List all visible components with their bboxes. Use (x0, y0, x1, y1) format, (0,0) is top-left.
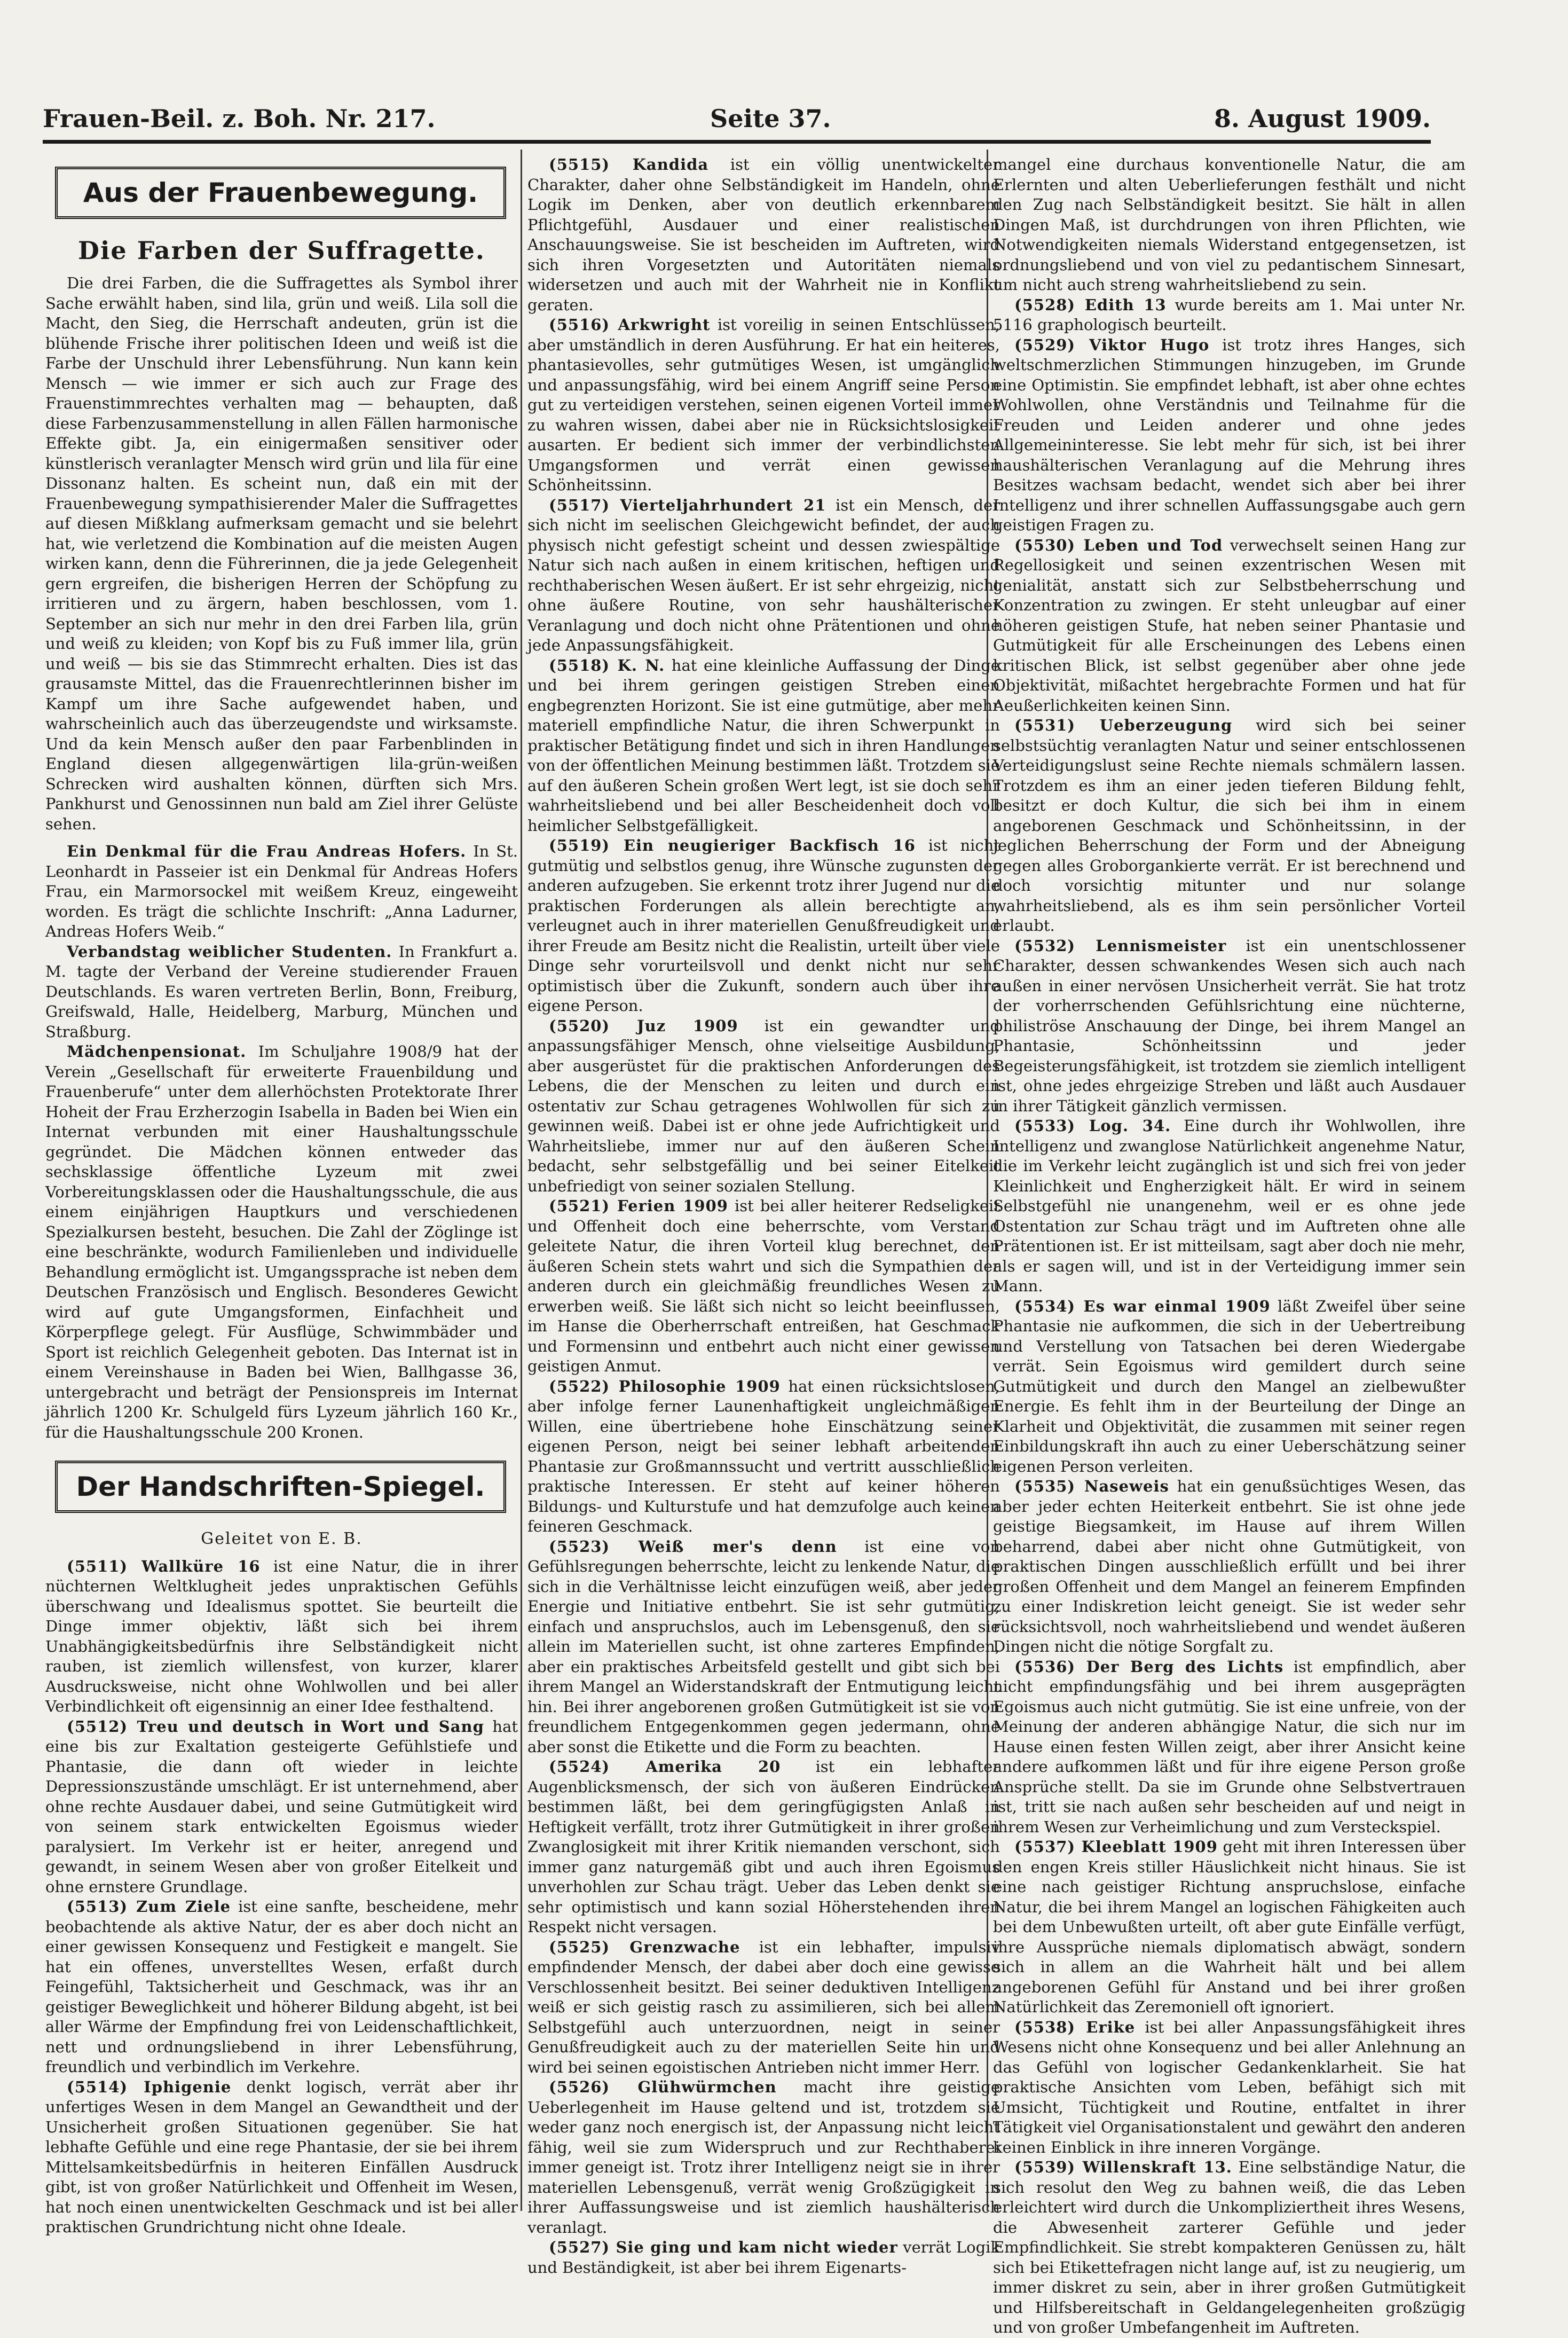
entry-label: (5535) Naseweis (1014, 1477, 1169, 1495)
entry-text: ist ein unentschlossener Charakter, dessen schwankendes Wesen sich auch nach außen in einer nervösen Unsicherheit verrät. Sie hat trotz der vorherrschenden Gefühlsrichtung eine nüchterne, philiströse Anschauung der Dinge, bei ihrem Mangel an Phantasie, Schönheitssinn und jeder Begeisterungsfähigkeit, ist trotzdem sie ziemlich intelligent ist, ohne jedes ehrgeizige Streben und läßt auch Ausdauer in ihrer Tätigkeit gänzlich vermissen. (993, 936, 1465, 1115)
entry-label: (5512) Treu und deutsch in Wort und Sang (67, 1717, 484, 1736)
entry-text: Eine selbständige Natur, die sich resolut den Weg zu bahnen weiß, die das Leben erleichtert wird durch die Unkompliziertheit ihres Wesens, die Abwesenheit zarterer Gefühle und jeder Empfindlichkeit. Sie strebt kompakteren Genüssen zu, hält sich bei Etikettefragen nicht lange auf, ist zu neugierig, um immer diskret zu sein, aber in ihrer großen Gutmütigkeit und Hilfsbereitschaft in Geldangelegenheiten großzügig und von großer Umbefangenheit im Auftreten. (993, 2158, 1465, 2336)
entry-label: (5516) Arkwright (549, 316, 711, 334)
entry-label: (5533) Log. 34. (1014, 1117, 1171, 1135)
entry-text: ist ein völlig unentwickelter Charakter, daher ohne Selbständigkeit im Handeln, ohne Logik im Denken, aber von deutlich erkennbarem Pflichtgefühl, Ausdauer und einer realistischen Anschauungsweise. Sie ist bescheiden im Auftreten, wird sich ihren Vorgesetzten und Autoritäten niemals widersetzen und auch mit der Wahrheit nie in Konflikt geraten. (527, 155, 1000, 314)
entry-text: läßt Zweifel über seine Phantasie nie aufkommen, die sich in der Uebertreibung und Verstellung von Tatsachen bei deren Wiedergabe verrät. Sein Egoismus wird gemildert durch seine Gutmütigkeit und durch den Mangel an zielbewußter Energie. Es fehlt ihm in der Beurteilung der Dinge an Klarheit und Objektivität, die zusammen mit seiner regen Einbildungskraft ihn auch zu einer Ueberschätzung seiner eigenen Person verleiten. (993, 1297, 1466, 1476)
entry-label: (5511) Wallküre 16 (67, 1557, 261, 1575)
entry-text: ist ein Mensch, der sich nicht im seelischen Gleichgewicht befindet, der auch physisch nicht gefestigt scheint und dessen zwiespältige Natur sich nach außen in einem kritischen, heftigen und rechthaberischen Wesen äußert. Er ist sehr ehrgeizig, nicht ohne äußere Routine, von sehr haushälterischer Veranlagung und doch nicht ohne Prätentionen und ohne jede Anpassungsfähigkeit. (527, 496, 1000, 654)
entry-label: (5530) Leben und Tod (1014, 536, 1223, 554)
entry-text: geht mit ihren Interessen über den engen Kreis stiller Häuslichkeit nicht hinaus. Sie ist eine nach geistiger Richtung anspruchslose, einfache Natur, die bei ihrem Mangel an logischen Fähigkeiten auch bei dem Unbewußten urteilt, oft aber gute Einfälle verfügt, ihre Aussprüche niemals diplomatisch abwägt, sondern sich in allem an die Wahrheit hält und bei allem angeborenen Gefühl für Anstand und bei ihrer großen Natürlichkeit das Zeremoniell oft ignoriert. (993, 1838, 1466, 2016)
entry-label: (5517) Vierteljahrhundert 21 (549, 496, 826, 514)
article-title: Die Farben der Suffragette. (78, 236, 485, 265)
entry-text: ist eine Natur, die in ihrer nüchternen Weltklugheit jedes unpraktischen Gefühls überschwang und Idealismus spottet. Sie beurteilt die Dinge immer objektiv, läßt sich bei ihrem Unabhängigkeitsbedürfnis ihre Selbständigkeit nicht rauben, ist ziemlich willensfest, von kurzer, klarer Ausdrucksweise, nicht ohne Wohlwollen und bei aller Verbindlichkeit oft eigensinnig an einer Idee festhaltend. (45, 1557, 518, 1715)
entry-label: (5523) Weiß mer's denn (549, 1537, 837, 1556)
entry-label: (5536) Der Berg des Lichts (1014, 1657, 1284, 1676)
column-1 (45, 155, 518, 2236)
article-body: Die drei Farben, die die Suffragettes als Symbol ihrer Sache erwählt haben, sind lila, grün und weiß. Lila soll die Macht, den Sieg, die Herrschaft andeuten, grün ist die blühende Frische ihrer politischen Ideen und weiß ist die Farbe der Unschuld ihrer Lebensführung. Nun kann kein Mensch — wie immer er sich auch zur Frage des Frauenstimmrechtes verhalten mag — behaupten, daß diese Farbenzusammenstellung in allen Fällen harmonische Effekte gibt. Ja, ein einigermaßen sensitiver oder künstlerisch veranlagter Mensch wird grün und lila für eine Dissonanz halten. Es scheint nun, daß ein mit der Frauenbewegung sympathisierender Maler die Suffragettes auf diesen Mißklang aufmerksam gemacht und sie belehrt hat, wie verletzend die Kombination auf die meisten Augen wirken kann, denn die Führerinnen, die ja jede Gelegenheit gern ergreifen, die bisherigen Herren der Schöpfung zu irritieren und zu ärgern, haben beschlossen, vom 1. September an sich nur mehr in den drei Farben lila, grün und weiß zu kleiden; von Kopf bis zu Fuß immer lila, grün und weiß — bis sie das Stimmrecht erhalten. Dies ist das grausamste Mittel, das die Frauenrechtlerinnen bisher im Kampf um ihre Sache aufgewendet haben, und wahrscheinlich auch das überzeugendste und wirksamste. Und da kein Mensch außer den paar Farbenblinden in England diesen allgegenwärtigen lila-grün-weißen Schrecken wird aushalten können, dürften sich Mrs. Pankhurst und Genossinnen nun bald am Ziel ihrer Gelüste sehen. (45, 274, 518, 833)
entry-label: (5538) Erike (1014, 2018, 1136, 2036)
entry-text: ist eine von Gefühlsregungen beherrschte, leicht zu lenkende Natur, die sich in die Verhältnisse leicht einzufügen weiß, aber jeder Energie und Initiative entbehrt. Sie ist sehr gutmütig, einfach und anspruchslos, auch im Lebensgenuß, den sie allein im Materiellen sucht, ist ohne zarteres Empfinden, aber ein praktisches Arbeitsfeld gestellt und gibt sich bei ihrem Mangel an Widerstandskraft der Entmutigung leicht hin. Bei ihrer angeborenen großen Gutmütigkeit ist sie von freundlichem Entgegenkommen gegen jedermann, ohne aber sonst die Etikette und die Form zu beachten. (527, 1537, 1000, 1756)
entry-text: hat ein genußsüchtiges Wesen, das aber jeder echten Heiterkeit entbehrt. Sie ist ohne jede geistige Biegsamkeit, im Hause auf ihrem Willen beharrend, dabei aber nicht ohne Gutmütigkeit, von praktischen Dingen ausschließlich erfüllt und bei ihrer großen Offenheit und dem Mangel an feinerem Empfinden zu einer Indiskretion leicht geneigt. Sie ist weder sehr rücksichtsvoll, noch wahrheitsliebend und wendet äußeren Dingen nicht die nötige Sorgfalt zu. (993, 1477, 1466, 1656)
section-box-frauenbewegung: Aus der Frauenbewegung. (55, 167, 506, 219)
article-title: Mädchenpensionat. (67, 1042, 247, 1061)
entry-label: (5513) Zum Ziele (67, 1897, 231, 1916)
entry-text: denkt logisch, verrät aber ihr unfertiges Wesen in dem Mangel an Gewandtheit und der Unsicherheit großen Situationen gegenüber. Sie hat lebhafte Gefühle und eine rege Phantasie, der sie bei ihrem Mittelsamkeitsbedürfnis in heiteren Einfällen Ausdruck gibt, ist von großer Natürlichkeit und Offenheit im Wesen, hat noch einen unentwickelten Geschmack und ist bei aller praktischen Grundrichtung nicht ohne Ideale. (45, 2077, 518, 2236)
entry-text: ist eine sanfte, bescheidene, mehr beobachtende als aktive Natur, der es aber doch nicht an einer gewissen Konsequenz und Festigkeit e mangelt. Sie hat ein offenes, unverstelltes Wesen, erfaßt durch Feingefühl, Taktsicherheit und Geschmack, was ihr an geistiger Beweglichkeit und höherer Bildung abgeht, ist bei aller Wärme der Empfindung frei von Leidenschaftlichkeit, nett und ordnungsliebend in ihrer Lebensführung, freundlich und verbindlich im Verkehre. (45, 1897, 518, 2076)
article-body: Im Schuljahre 1908/9 hat der Verein „Gesellschaft für erweiterte Frauenbildung und Frauenberufe“ unter dem allerhöchsten Protektorate Ihrer Hoheit der Frau Erzherzogin Isabella in Baden bei Wien ein Internat verbunden mit einer Haushaltungsschule gegründet. Die Mädchen können entweder das sechsklassige öffentliche Lyzeum mit zwei Vorbereitungsklassen oder die Haushaltungsschule, die aus einem einjährigen Hauptkurs und verschiedenen Spezialkursen besteht, besuchen. Die Zahl der Zöglinge ist eine beschränkte, wodurch Familienleben und individuelle Behandlung ermöglicht ist. Umgangssprache ist neben dem Deutschen Französisch und Englisch. Besonderes Gewicht wird auf gute Umgangsformen, Einfachheit und Körperpflege gelegt. Für Ausflüge, Schwimmbäder und Sport ist reichlich Gelegenheit geboten. Das Internat ist in einem Vereinshause in Baden bei Wien, Ballhgasse 36, untergebracht und beträgt der Pensionspreis im Internat jährlich 1200 Kr. Schulgeld fürs Lyzeum jährlich 160 Kr., für die Haushaltungsschule 200 Kronen. (45, 1042, 518, 1441)
entry-text: wurde bereits am 1. Mai unter Nr. 5116 graphologisch beurteilt. (993, 295, 1465, 334)
column-2 (527, 155, 1000, 2277)
entry-label: (5519) Ein neugieriger Backfisch 16 (549, 836, 916, 854)
entry-label: (5524) Amerika 20 (549, 1758, 781, 1776)
entry-label: (5529) Viktor Hugo (1014, 335, 1210, 354)
entry-text: verrät Logik und Beständigkeit, ist aber bei ihrem Eigenarts- (527, 2238, 1000, 2277)
section-box-handschriften: Der Handschriften-Spiegel. (55, 1461, 506, 1513)
entry-text: ist bei aller heiterer Redseligkeit und Offenheit doch eine beherrschte, vom Verstand geleitete Natur, die ihren Vorteil klug berechnet, den äußeren Schein stets wahrt und sich die Sympathien der anderen durch ein gleichmäßig freundliches Wesen zu erwerben weiß. Sie läßt sich nicht so leicht beeinflussen, im Hanse die Oberherrschaft entreißen, hat Geschmack und Formensinn und entbehrt auch nicht einer gewissen geistigen Anmut. (527, 1197, 1000, 1375)
entry-label: (5528) Edith 13 (1014, 295, 1167, 314)
continued-text: mangel eine durchaus konventionelle Natur, die am Erlernten und alten Ueberlieferungen festhält und nicht den Zug nach Selbständigkeit besitzt. Sie hält in allen Dingen Maß, ist durchdrungen von ihren Pflichten, wie Notwendigkeiten niemals Widerstand entgegensetzen, ist ordnungsliebend und von viel zu pedantischem Sinnesart, um nicht auch streng wahrheitsliebend zu sein. (993, 155, 1465, 294)
article-title: Ein Denkmal für die Frau Andreas Hofers. (67, 842, 467, 860)
entry-label: (5531) Ueberzeugung (1014, 716, 1233, 734)
header-rule (43, 140, 1431, 144)
article-body: In St. Leonhardt in Passeier ist ein Denkmal für Andreas Hofers Frau, ein Marmorsockel mit weißem Kreuz, eingeweiht worden. Es trägt die schlichte Inschrift: „Anna Ladurner, Andreas Hofers Weib.“ (45, 842, 518, 940)
column-3 (993, 155, 1466, 2336)
entry-label: (5526) Glühwürmchen (549, 2078, 777, 2096)
entry-text: ist trotz ihres Hanges, sich weltschmerzlichen Stimmungen hinzugeben, im Grunde eine Optimistin. Sie empfindet lebhaft, ist aber ohne echtes Wohlwollen, ohne Verständnis und Teilnahme für die Freuden und Leiden anderer und ohne jedes Allgemeininteresse. Sie lebt mehr für sich, ist bei ihrer haushälterischen Veranlagung auf die Mehrung ihres Besitzes wachsam bedacht, wendet sich aber bei ihrer Intelligenz und ihrer schnellen Auffassungsgabe auch gern geistigen Fragen zu. (993, 335, 1465, 534)
entry-text: ist voreilig in seinen Entschlüssen, aber umständlich in deren Ausführung. Er hat ein heiteres, phantasievolles, sehr gutmütiges Wesen, ist umgänglich und anpassungsfähig, wird bei einem Angriff seine Person gut zu verteidigen verstehen, seinen eigenen Vorteil immer zu wahren wissen, dabei aber nie in Rücksichtslosigkeit ausarten. Er bedient sich immer der verbindlichsten Umgangsformen und verrät einen gewissen Schönheitssinn. (527, 316, 1000, 494)
entry-text: Eine durch ihr Wohlwollen, ihre Intelligenz und zwanglose Natürlichkeit angenehme Natur, die im Verkehr leicht zugänglich ist und sich frei von jeder Kleinlichkeit und Engherzigkeit hält. Er wird in seinem Selbstgefühl nie unangenehm, weil er es ohne jede Ostentation zur Schau trägt und im Auftreten ohne alle Prätentionen ist. Er ist mitteilsam, sagt aber doch nie mehr, als er sagen will, und ist in der Verteidigung immer sein Mann. (993, 1117, 1465, 1295)
column-divider (521, 150, 522, 2211)
article-title: Verbandstag weiblicher Studenten. (67, 942, 392, 961)
entry-text: ist ein gewandter und anpassungsfähiger Mensch, ohne vielseitige Ausbildung, aber ausgerüstet für die praktischen Anforderungen des Lebens, die der Menschen zu leiten und durch ein ostentativ zur Schau getragenes Wohlwollen für sich zu gewinnen weiß. Dabei ist er ohne jede Aufrichtigkeit und Wahrheitsliebe, immer nur auf den äußeren Schein bedacht, sehr selbstgefällig und bei seiner Eitelkeit unbefriedigt von seiner sozialen Stellung. (527, 1016, 1000, 1195)
entry-text: ist nicht gutmütig und selbstlos genug, ihre Wünsche zugunsten der anderen aufzugeben. Sie erkennt trotz ihrer Jugend nur die praktischen Forderungen als allein berechtigte an, verleugnet auch in ihrer materiellen Genußfreudigkeit und ihrer Freude am Besitz nicht die Realistin, urteilt über viele Dinge sehr vorurteilsvoll und denkt nicht nur sehr optimistisch über die Zukunft, sondern auch über ihre eigene Person. (527, 836, 1000, 1015)
entry-text: ist ein lebhafter, impulsiv empfindender Mensch, der dabei aber doch eine gewisse Verschlossenheit besitzt. Bei seiner deduktiven Intelligenz weiß er sich geistig rasch zu assimilieren, sich bei allem Selbstgefühl auch unterzuordnen, neigt in seiner Genußfreudigkeit auch zu der materiellen Seite hin und wird bei seinen egoistischen Antrieben nicht immer Herr. (527, 1937, 1000, 2076)
entry-text: macht ihre geistige Ueberlegenheit im Hause geltend und ist, trotzdem sie weder ganz noch energisch ist, der Anpassung nicht leicht fähig, weil sie zum Widerspruch und zur Rechthaberei immer geneigt ist. Trotz ihrer Intelligenz neigt sie in ihrer materiellen Lebensgenuß, verrät wenig Großzügigkeit in ihrer Auffassungsweise und ist ziemlich haushälterisch veranlagt. (527, 2078, 1000, 2237)
page-header (43, 104, 1431, 142)
entry-label: (5522) Philosophie 1909 (549, 1377, 781, 1395)
header-date: 8. August 1909. (1214, 104, 1431, 133)
entry-label: (5532) Lennismeister (1014, 936, 1227, 955)
entry-text: ist ein lebhafter Augenblicksmensch, der sich von äußeren Eindrücken bestimmen läßt, bei dem geringfügigsten Anlaß in Heftigkeit verfällt, trotz ihrer Gutmütigkeit in ihrer großen Zwanglosigkeit mit ihrer Kritik niemanden verschont, sich immer ganz naturgemäß gibt und auch ihren Egoismus unverhohlen zur Schau trägt. Ueber das Leben denkt sie sehr optimistisch und kann sozial Höherstehenden ihren Respekt nicht versagen. (527, 1758, 1000, 1936)
entry-text: hat eine kleinliche Auffassung der Dinge und bei ihrem geringen geistigen Streben einen engbegrenzten Horizont. Sie ist eine gutmütige, aber mehr materiell empfindliche Natur, die ihren Schwerpunkt in praktischer Betätigung findet und sich in ihren Handlungen von der öffentlichen Meinung bestimmen läßt. Trotzdem sie auf den äußeren Schein großen Wert legt, ist sie doch sehr wahrheitsliebend und bei aller Bescheidenheit doch voll heimlicher Selbstgefälligkeit. (527, 656, 1000, 835)
entry-label: (5537) Kleeblatt 1909 (1014, 1838, 1218, 1856)
byline: Geleitet von E. B. (201, 1529, 363, 1548)
header-publication: Frauen-Beil. z. Boh. Nr. 217. (43, 104, 436, 133)
header-page-number: Seite 37. (710, 104, 831, 133)
entry-label: (5527) Sie ging und kam nicht wieder (549, 2238, 898, 2256)
entry-label: (5518) K. N. (549, 656, 665, 674)
entry-text: hat einen rücksichtslosen, aber infolge ferner Launenhaftigkeit ungleichmäßigen Willen, eine übertriebene hohe Einschätzung seiner eigenen Person, neigt bei seiner lebhaft arbeitenden Phantasie zur Großmannssucht und vertritt ausschließlich praktische Interessen. Er steht auf keiner höheren Bildungs- und Kulturstufe und hat demzufolge auch keinen feineren Geschmack. (527, 1377, 1000, 1535)
entry-label: (5514) Iphigenie (67, 2077, 232, 2096)
entry-label: (5520) Juz 1909 (549, 1016, 738, 1035)
entry-label: (5515) Kandida (549, 155, 709, 174)
article-body: In Frankfurt a. M. tagte der Verband der Vereine studierender Frauen Deutschlands. Es waren vertreten Berlin, Bonn, Freiburg, Greifswald, Halle, Heidelberg, Marburg, München und Straßburg. (45, 942, 518, 1041)
entry-label: (5539) Willenskraft 13. (1014, 2158, 1232, 2176)
entry-text: verwechselt seinen Hang zur Regellosigkeit und seinen exzentrischen Wesen mit genialität, anstatt sich zur Selbstbeherrschung und Konzentration zu zwingen. Er steht unleugbar auf einer höheren geistigen Stufe, hat neben seiner Phantasie und Gutmütigkeit für alle Erscheinungen des Lebens einen kritischen Blick, ist selbst gegenüber aber ohne jede Objektivität, mißachtet hergebrachte Formen und hat für Aeußerlichkeiten keinen Sinn. (993, 536, 1465, 715)
entry-text: ist empfindlich, aber nicht empfindungsfähig und bei ihrem ausgeprägten Egoismus auch nicht gutmütig. Sie ist eine unfreie, von der Meinung der anderen abhängige Natur, die sich nur im Hause einen festen Willen zeigt, aber ihrer Ansicht keine andere aufkommen läßt und für ihre eigene Person große Ansprüche stellt. Da sie im Grunde ohne Selbstvertrauen ist, tritt sie nach außen sehr bescheiden auf und neigt in ihrem Wesen zur Verheimlichung und zum Versteckspiel. (993, 1657, 1465, 1836)
entry-label: (5521) Ferien 1909 (549, 1197, 728, 1215)
entry-label: (5534) Es war einmal 1909 (1014, 1297, 1271, 1315)
entry-label: (5525) Grenzwache (549, 1937, 740, 1956)
entry-text: hat eine bis zur Exaltation gesteigerte Gefühlstiefe und Phantasie, die dann oft wieder in leichte Depressionszustände umschlägt. Er ist unternehmend, aber ohne rechte Ausdauer dabei, und seine Gutmütigkeit wird von seinem stark entwickelten Egoismus wieder paralysiert. Im Verkehr ist er heiter, anregend und gewandt, in seinem Wesen aber von großer Eitelkeit und ohne ernstere Grundlage. (45, 1717, 518, 1896)
entry-text: wird sich bei seiner selbstsüchtig veranlagten Natur und seiner entschlossenen Verteidigungslust seine Rechte niemals schmälern lassen. Trotzdem es ihm an einer jeden tieferen Bildung fehlt, besitzt er doch Kultur, die sich bei ihm in einem angeborenen Geschmack und Schönheitssinn, in der jeglichen Beherrschung der Form und der Abneigung gegen alles Groborgankierte verrät. Er ist berechnend und doch vorsichtig mitunter und nur solange wahrheitsliebend, als es ihm sein persönlicher Vorteil erlaubt. (993, 716, 1465, 935)
entry-text: ist bei aller Anpassungsfähigkeit ihres Wesens nicht ohne Konsequenz und bei aller Anlehnung an das Gefühl von logischer Gedankenklarheit. Sie hat praktische Ansichten vom Leben, befähigt sich mit Umsicht, Tüchtigkeit und Routine, entfaltet in ihrer Tätigkeit viel Organisationstalent und gewährt den anderen keinen Einblick in ihre inneren Vorgänge. (993, 2018, 1466, 2156)
